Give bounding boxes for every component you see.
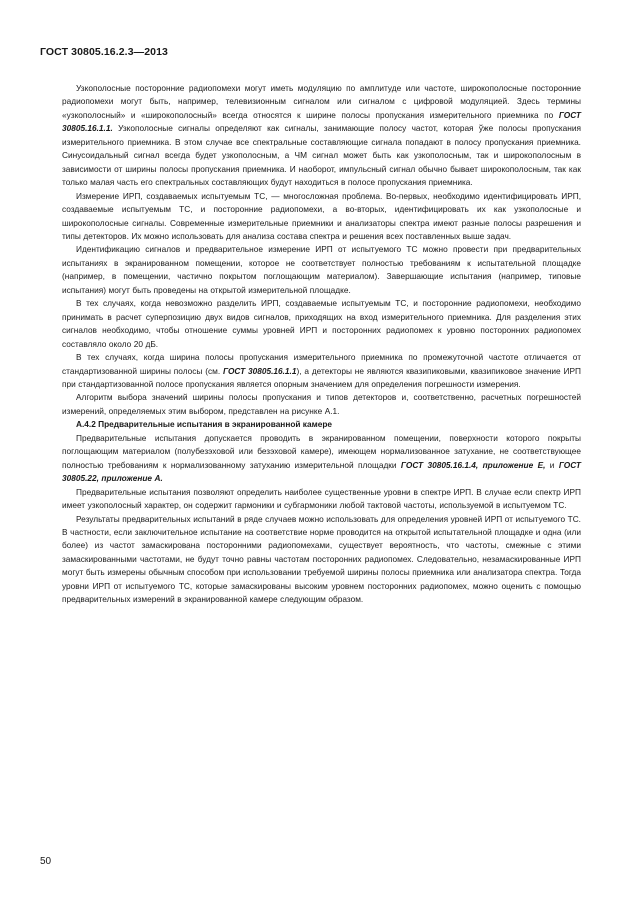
paragraph-3: Идентификацию сигналов и предварительное измерение ИРП от испытуемого ТС можно провести при предварительных испытаниях в экранированном помещении, которое не соответствует полностью требованиям к испытательной площадке (например, в помещении, частично покрытом поглощающим материалом). Завершающие испытания (например, типовые испытания) могут быть проведены на открытой измерительной площадке. (62, 244, 581, 295)
section-heading: А.4.2 Предварительные испытания в экранированной камере (76, 419, 333, 430)
standard-reference: ГОСТ 30805.16.1.1 (223, 365, 297, 376)
standard-reference: ГОСТ 30805.22, приложение А. (62, 459, 581, 484)
paragraph-9: Результаты предварительных испытаний в ряде случаев можно использовать для определения уровней ИРП от испытуемого ТС. В частности, если заключительное испытание на соответствие норме проводится на открытой испытательной площадке и одна (или более) из частот замаскирована посторонними радиопомехами, существует вероятность, что частоты, смежные с этими замаскированными частотами, не будут точно равны частотам посторонних радиопомех. Следовательно, незамаскированные ИРП могут быть измерены обычным способом при использовании требуемой ширины полосы приемника или анализатора спектра. Тогда уровни ИРП от испытуемого ТС, которые замаскированы высоким уровнем посторонних радиопомех, можно оценить с помощью предварительных измерений в экранированной камере следующим образом. (62, 513, 581, 605)
paragraph-8: Предварительные испытания позволяют определить наиболее существенные уровни в спектре ИРП. В случае если спектр ИРП имеет узкополосный характер, он содержит гармоники и субгармоники любой тактовой частоты, используемой в испытуемом ТС. (62, 486, 581, 511)
paragraph-7: Предварительные испытания допускается проводить в экранированном помещении, поверхности которого покрыты поглощающим материалом (полубезэховой или безэховой камере), имеющем нормализованное затухание, не соответствующее полностью требованиям к нормализованному затуханию измерительной площадки ГОСТ 30805.16.1.4, приложение Е, и ГОСТ 30805.22, приложение А. (62, 432, 581, 484)
paragraph-5: В тех случаях, когда ширина полосы пропускания измерительного приемника по промежуточной частоте отличается от стандартизованной ширины полосы (см. ГОСТ 30805.16.1.1), а детекторы не являются квазипиковыми, квазипиковое значение ИРП при стандартизованной полосе пропускания является опорным значением для определения погрешности измерения. (62, 352, 581, 389)
standard-reference: ГОСТ 30805.16.1.4, приложение Е, (400, 459, 546, 470)
document-body (62, 82, 581, 607)
page-number: 50 (40, 856, 52, 867)
paragraph-1: Узкополосные посторонние радиопомехи могут иметь модуляцию по амплитуде или частоте, широкополосные посторонние радиопомехи могут быть, например, телевизионным сигналом или сигналом с цифровой модуляцией. Здесь термины «узкополосный» и «широкополосный» всегда относятся к ширине полосы пропускания измерительного приемника по ГОСТ 30805.16.1.1. Узкополосные сигналы определяют как сигналы, занимающие полосу частот, которая ўже полосы пропускания измерительного приемника. В этом случае все спектральные составляющие сигнала попадают в полосу пропускания приемника. Синусоидальный сигнал всегда будет узкополосным, а ЧМ сигнал может быть как узкополосным, так и широкополосным в зависимости от ширины полосы пропускания приемника. И наоборот, импульсный сигнал обычно бывает широкополосным, так как только малая часть его спектральных составляющих будут находиться в полосе пропускания приемника. (62, 83, 581, 188)
paragraph-6: Алгоритм выбора значений ширины полосы пропускания и типов детекторов и, соответственно, расчетных погрешностей измерений, определяемых этим выбором, представлен на рисунке А.1. (62, 392, 581, 416)
paragraph-2: Измерение ИРП, создаваемых испытуемым ТС, — многосложная проблема. Во-первых, необходимо идентифицировать ИРП, создаваемые испытуемым ТС, и посторонние радиопомехи, а во-вторых, идентифицировать их как узкополосные и широкополосные сигналы. Современные измерительные приемники и анализаторы спектра имеют разные полосы разрешения и типы детекторов. Их можно использовать для анализа состава спектра и решения всех поставленных выше задач. (62, 190, 581, 241)
standard-reference: ГОСТ 30805.16.1.1. (62, 109, 581, 134)
paragraph-4: В тех случаях, когда невозможно разделить ИРП, создаваемые испытуемым ТС, и посторонние радиопомехи, необходимо принимать в расчет суперпозицию двух видов сигналов, приходящих на вход измерительного приемника. Для разделения этих сигналов необходимо, чтобы отношение суммы уровней ИРП и посторонних радиопомех к уровню посторонних радиопомех составляло около 20 дБ. (62, 298, 581, 349)
document-header: ГОСТ 30805.16.2.3—2013 (40, 46, 168, 58)
